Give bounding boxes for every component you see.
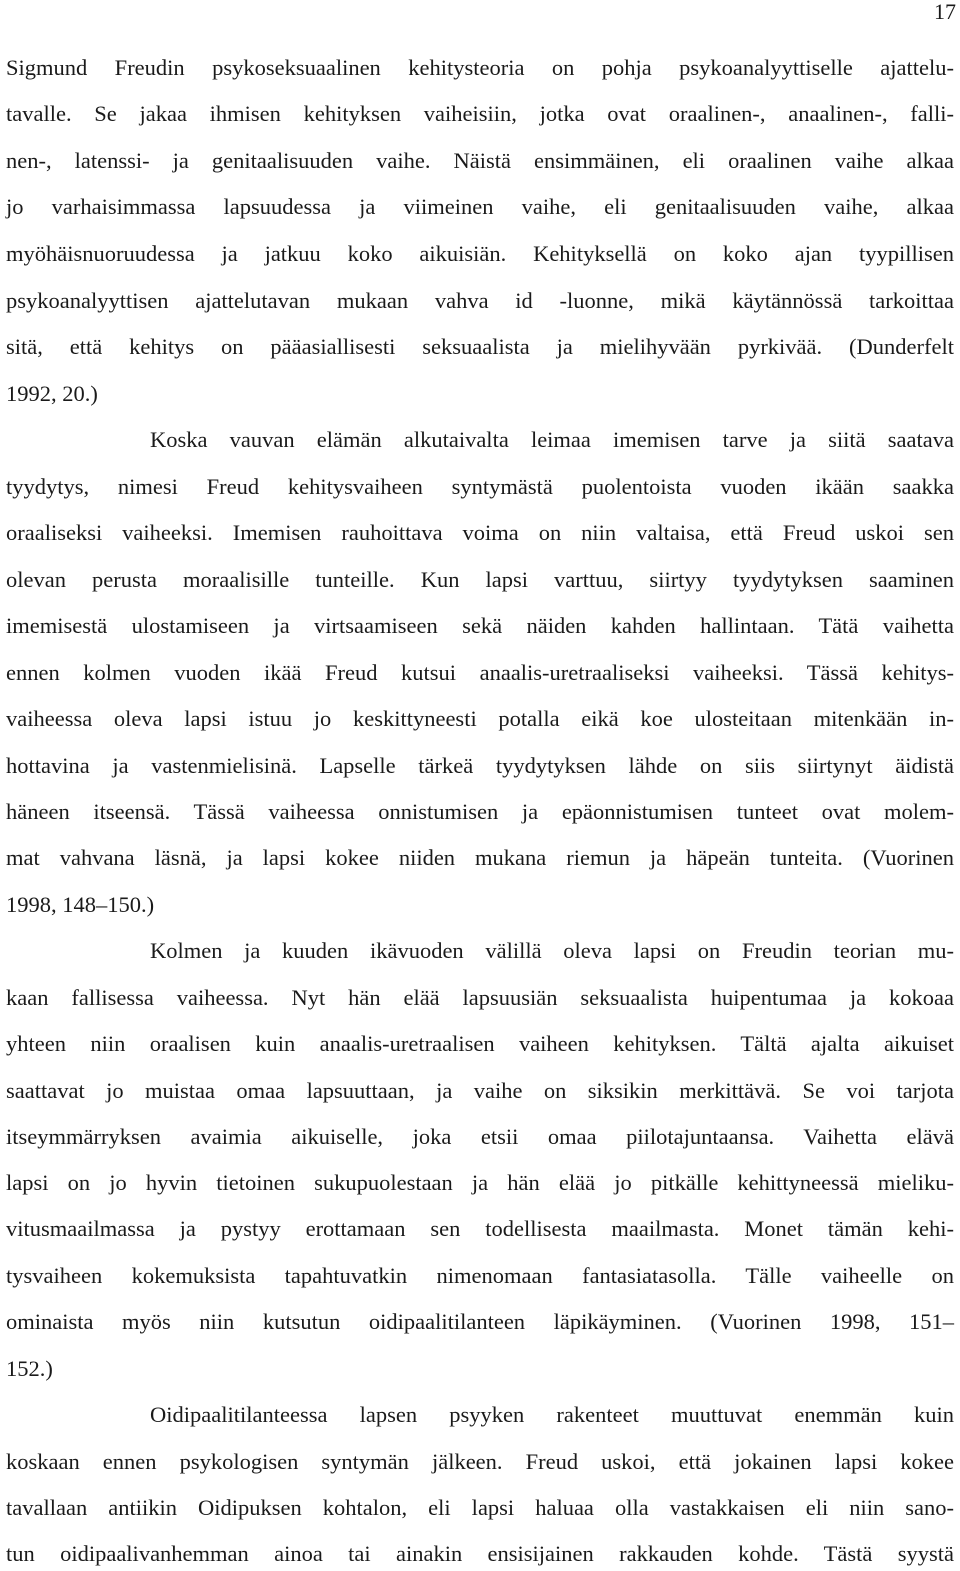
text-line: lapsi on jo hyvin tietoinen sukupuolestaan ja hän elää jo pitkälle kehittyneessä mieliku- (6, 1170, 954, 1195)
text-line: myöhäisnuoruudessa ja jatkuu koko aikuisiän. Kehityksellä on koko ajan tyypillisen (6, 241, 954, 266)
text-line: hottavina ja vastenmielisinä. Lapselle tärkeä tyydytyksen lähde on siis siirtynyt äidistä (6, 753, 954, 778)
text-line: sitä, että kehitys on pääasiallisesti seksuaalista ja mielihyvään pyrkivää. (Dunderfelt (6, 334, 954, 359)
text-line: tun oidipaalivanhemman ainoa tai ainakin ensisijainen rakkauden kohde. Tästä syystä (6, 1541, 954, 1566)
text-line: 1992, 20.) (6, 381, 98, 406)
text-line: mat vahvana läsnä, ja lapsi kokee niiden mukana riemun ja häpeän tunteita. (Vuorinen (6, 845, 954, 870)
text-line: tavalle. Se jakaa ihmisen kehityksen vaiheisiin, jotka ovat oraalinen-, anaalinen-, falli- (6, 101, 954, 126)
text-line: 1998, 148–150.) (6, 892, 155, 917)
text-line: olevan perusta moraalisille tunteille. Kun lapsi varttuu, siirtyy tyydytyksen saaminen (6, 567, 954, 592)
text-line: tavallaan antiikin Oidipuksen kohtalon, eli lapsi haluaa olla vastakkaisen eli niin sano- (6, 1495, 954, 1520)
text-line: tysvaiheen kokemuksista tapahtuvatkin nimenomaan fantasiatasolla. Tälle vaiheelle on (6, 1263, 954, 1288)
text-line: ominaista myös niin kutsutun oidipaalitilanteen läpikäyminen. (Vuorinen 1998, 151– (6, 1309, 954, 1334)
text-line: häneen itseensä. Tässä vaiheessa onnistumisen ja epäonnistumisen tunteet ovat molem- (6, 799, 954, 824)
text-line: kaan fallisessa vaiheessa. Nyt hän elää lapsuusiän seksuaalista huipentumaa ja kokoaa (6, 985, 954, 1010)
text-line: 152.) (6, 1356, 53, 1381)
text-line: koskaan ennen psykologisen syntymän jälkeen. Freud uskoi, että jokainen lapsi kokee (6, 1449, 954, 1474)
text-line: vaiheessa oleva lapsi istuu jo keskittyneesti potalla eikä koe ulosteitaan mitenkään in- (6, 706, 954, 731)
text-line: oraaliseksi vaiheeksi. Imemisen rauhoittava voima on niin valtaisa, että Freud uskoi sen (6, 520, 954, 545)
text-line: imemisestä ulostamiseen ja virtsaamiseen sekä näiden kahden hallintaan. Tätä vaihetta (6, 613, 954, 638)
text-line-indented: Kolmen ja kuuden ikävuoden välillä oleva lapsi on Freudin teorian mu- (150, 938, 954, 963)
text-line: ennen kolmen vuoden ikää Freud kutsui anaalis-uretraaliseksi vaiheeksi. Tässä kehitys- (6, 660, 954, 685)
text-line: Sigmund Freudin psykoseksuaalinen kehitysteoria on pohja psykoanalyyttiselle ajattelu- (6, 55, 954, 80)
text-line: yhteen niin oraalisen kuin anaalis-uretraalisen vaiheen kehityksen. Tältä ajalta aikuiset (6, 1031, 954, 1056)
text-line: saattavat jo muistaa omaa lapsuuttaan, ja vaihe on siksikin merkittävä. Se voi tarjota (6, 1078, 954, 1103)
text-line-indented: Koska vauvan elämän alkutaivalta leimaa imemisen tarve ja siitä saatava (150, 427, 954, 452)
text-line: psykoanalyyttisen ajattelutavan mukaan vahva id -luonne, mikä käytännössä tarkoittaa (6, 288, 954, 313)
text-line: itseymmärryksen avaimia aikuiselle, joka etsii omaa piilotajuntaansa. Vaihetta elävä (6, 1124, 954, 1149)
text-line: jo varhaisimmassa lapsuudessa ja viimeinen vaihe, eli genitaalisuuden vaihe, alkaa (6, 194, 954, 219)
text-line-indented: Oidipaalitilanteessa lapsen psyyken rakenteet muuttuvat enemmän kuin (150, 1402, 954, 1427)
text-line: nen-, latenssi- ja genitaalisuuden vaihe. Näistä ensimmäinen, eli oraalinen vaihe alkaa (6, 148, 954, 173)
text-line: tyydytys, nimesi Freud kehitysvaiheen syntymästä puolentoista vuoden ikään saakka (6, 474, 954, 499)
page-number: 17 (934, 0, 956, 24)
text-line: vitusmaailmassa ja pystyy erottamaan sen todellisesta maailmasta. Monet tämän kehi- (6, 1216, 954, 1241)
